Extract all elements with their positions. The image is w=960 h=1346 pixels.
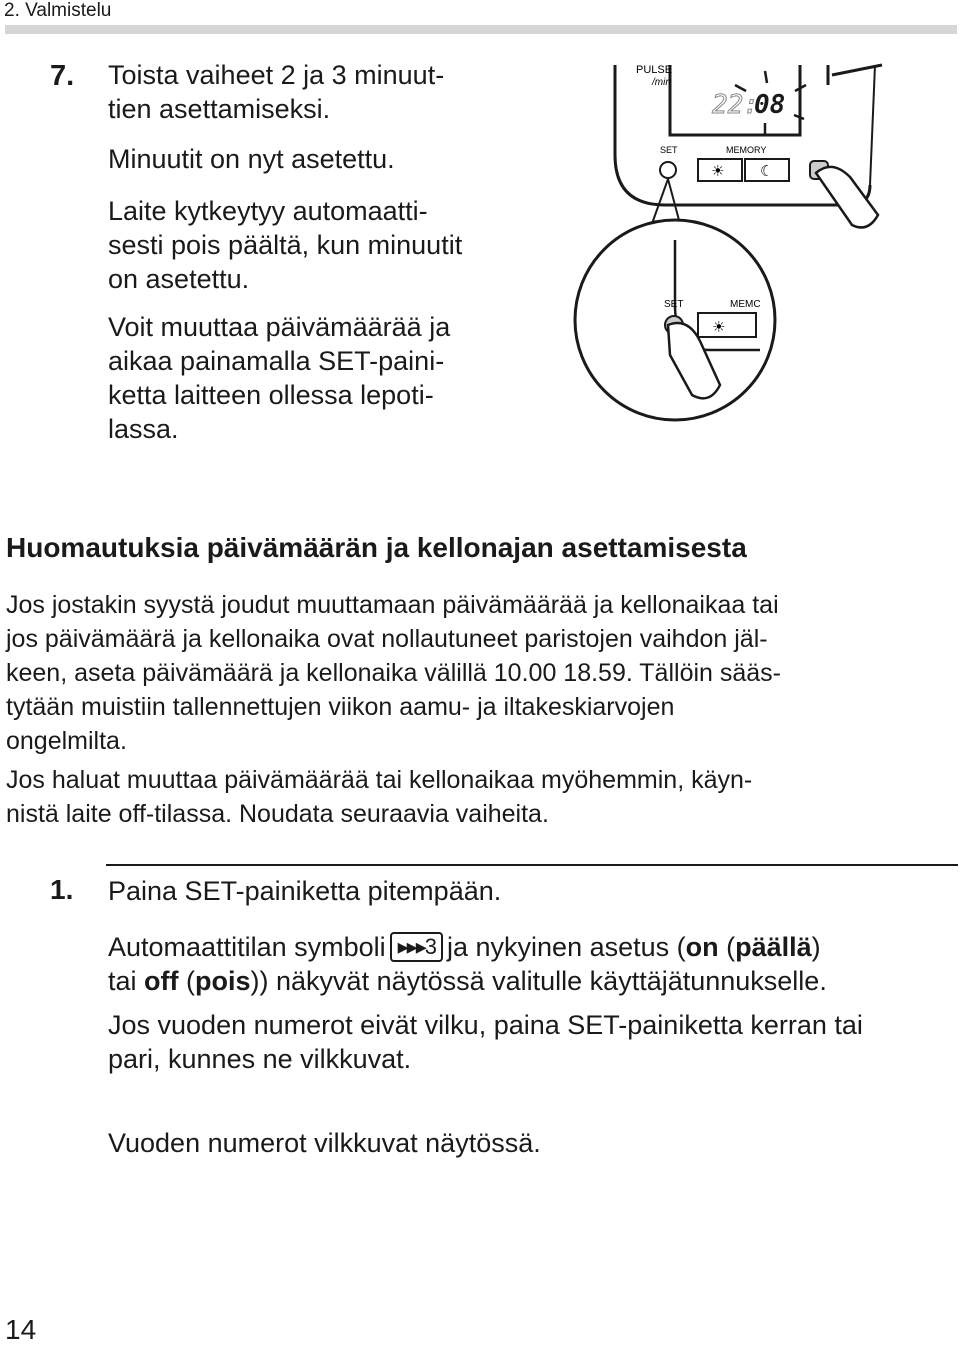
auto-mode-symbol-icon: ▸▸▸3 [390,932,443,962]
auto-off-note: Laite kytkeytyy automaatti- sesti pois päältä, kun minuutit on asetettu. [108,196,463,294]
notes-paragraph-1: Jos jostakin syystä joudut muuttamaan päivämäärää ja kellonaikaa tai jos päivämäärä ja kellonaika ovat nollautuneet paristojen vaihdon jäl- keen, aseta päivämäärä ja kellonaika välillä 10.00 18.59. Tällöin sääs- tytään muistiin tallennettujen viikon aamu- ja iltakeskiarvojen ongelmilta. [6,591,782,755]
header-rule [5,25,957,34]
display-digits-dim: 22: [712,90,759,120]
zoom-memory-label: MEMC [730,299,761,310]
page-number: 14 [5,1314,37,1345]
sun-icon: ☀ [711,163,725,180]
step-1-result: Vuoden numerot vilkkuvat näytössä. [108,1128,541,1158]
display-digits: 08 [754,90,786,120]
section-header: 2. Valmistelu [4,0,112,21]
step-7-number: 7. [50,60,75,92]
step-1-auto-mode-note: Automaattitilan symboli ▸▸▸3 ja nykyinen asetus (on (päällä) tai off (pois)) näkyvät näytössä valitulle käyttäjätunnukselle. [108,932,827,996]
step-7-instruction: Toista vaiheet 2 ja 3 minuut- tien asettamiseksi. [108,60,445,124]
step-7-result: Minuutit on nyt asetettu. [108,144,395,174]
step-1-instruction: Paina SET-painiketta pitempään. [108,876,502,906]
zoom-morning-button [698,313,756,337]
pulse-label: PULSE [636,64,673,76]
notes-title: Huomautuksia päivämäärän ja kellonajan asettamisesta [6,532,747,563]
zoom-set-label: SET [664,299,684,310]
moon-icon: ☾ [760,163,774,180]
set-button [660,162,676,178]
zoom-sun-icon: ☀ [712,319,726,336]
notes-paragraph-2: Jos haluat muuttaa päivämäärää tai kellonaikaa myöhemmin, käyn- nistä laite off-tilassa. Noudata seuraavia vaiheita. [6,766,753,828]
memory-label: MEMORY [726,145,767,155]
step-divider [106,864,958,866]
device-illustration [570,55,960,435]
step-1-number: 1. [50,874,74,905]
set-label: SET [660,145,678,155]
change-note: Voit muuttaa päivämäärää ja aikaa painamalla SET-paini- ketta laitteen ollessa lepoti- lassa. [108,312,451,444]
step-1-blink-note: Jos vuoden numerot eivät vilku, paina SET-painiketta kerran tai pari, kunnes ne vilkkuvat. [108,1010,863,1074]
pulse-unit: /min [652,77,671,88]
